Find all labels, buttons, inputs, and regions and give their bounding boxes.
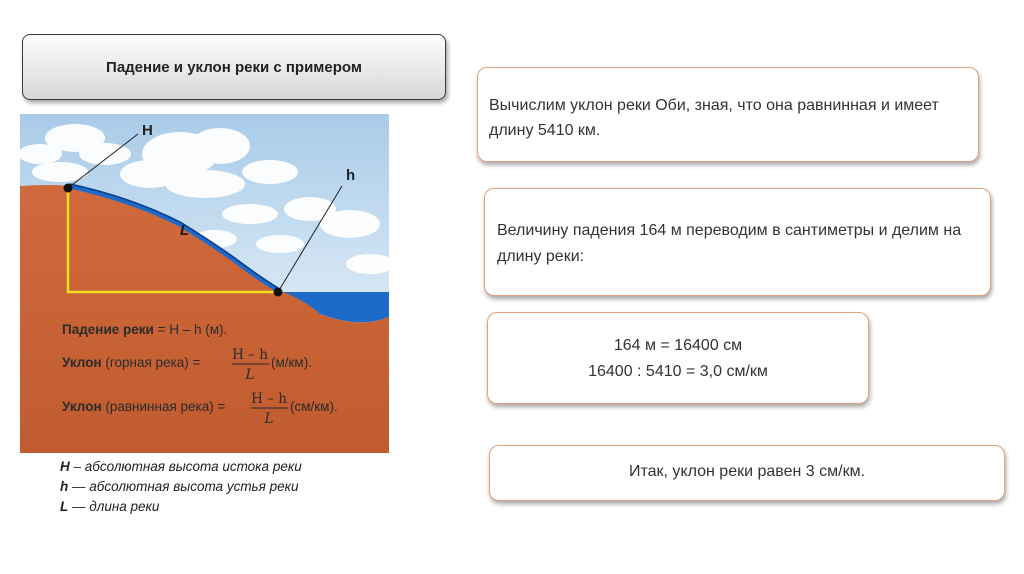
svg-text:Уклон (равнинная река) =: Уклон (равнинная река) = xyxy=(62,399,226,414)
task-statement-box xyxy=(477,67,979,162)
legend-item-H: H – абсолютная высота истока реки xyxy=(60,459,302,474)
svg-text:L: L xyxy=(264,411,274,427)
legend xyxy=(60,457,302,517)
svg-text:H – h: H – h xyxy=(232,347,268,363)
label-H: H xyxy=(142,122,153,139)
source-point xyxy=(64,184,73,193)
calculation-line-1: 164 м = 16400 см xyxy=(613,337,743,354)
label-h: h xyxy=(346,167,356,184)
svg-text:Падение реки = H – h (м).: Падение реки = H – h (м). xyxy=(62,322,228,337)
svg-text:L: L xyxy=(245,367,255,383)
calculation-line-2: 16400 : 5410 = 3,0 см/км xyxy=(588,363,768,380)
method-text: Величину падения 164 м переводим в сантиметры и делим на длину реки: xyxy=(497,222,962,265)
label-L: L xyxy=(180,222,190,239)
svg-text:Уклон (горная река) =: Уклон (горная река) = xyxy=(62,355,201,370)
task-statement-text: Вычислим уклон реки Оби, зная, что она равнинная и имеет длину 5410 км. xyxy=(489,97,939,139)
svg-text:(см/км).: (см/км). xyxy=(290,399,338,414)
mouth-point xyxy=(274,288,283,297)
method-box xyxy=(484,188,991,296)
svg-text:H – h: H – h xyxy=(251,391,287,407)
legend-item-L: L — длина реки xyxy=(60,499,160,514)
formula-fall xyxy=(62,322,227,337)
legend-item-h: h — абсолютная высота устья реки xyxy=(60,479,299,494)
slide-title: Падение и уклон реки с примером xyxy=(22,34,446,100)
calculation-box xyxy=(487,312,869,404)
svg-text:(м/км).: (м/км). xyxy=(271,355,312,370)
river-slope-illustration xyxy=(20,114,389,453)
conclusion-box xyxy=(489,445,1005,501)
conclusion-text: Итак, уклон реки равен 3 см/км. xyxy=(628,463,866,480)
